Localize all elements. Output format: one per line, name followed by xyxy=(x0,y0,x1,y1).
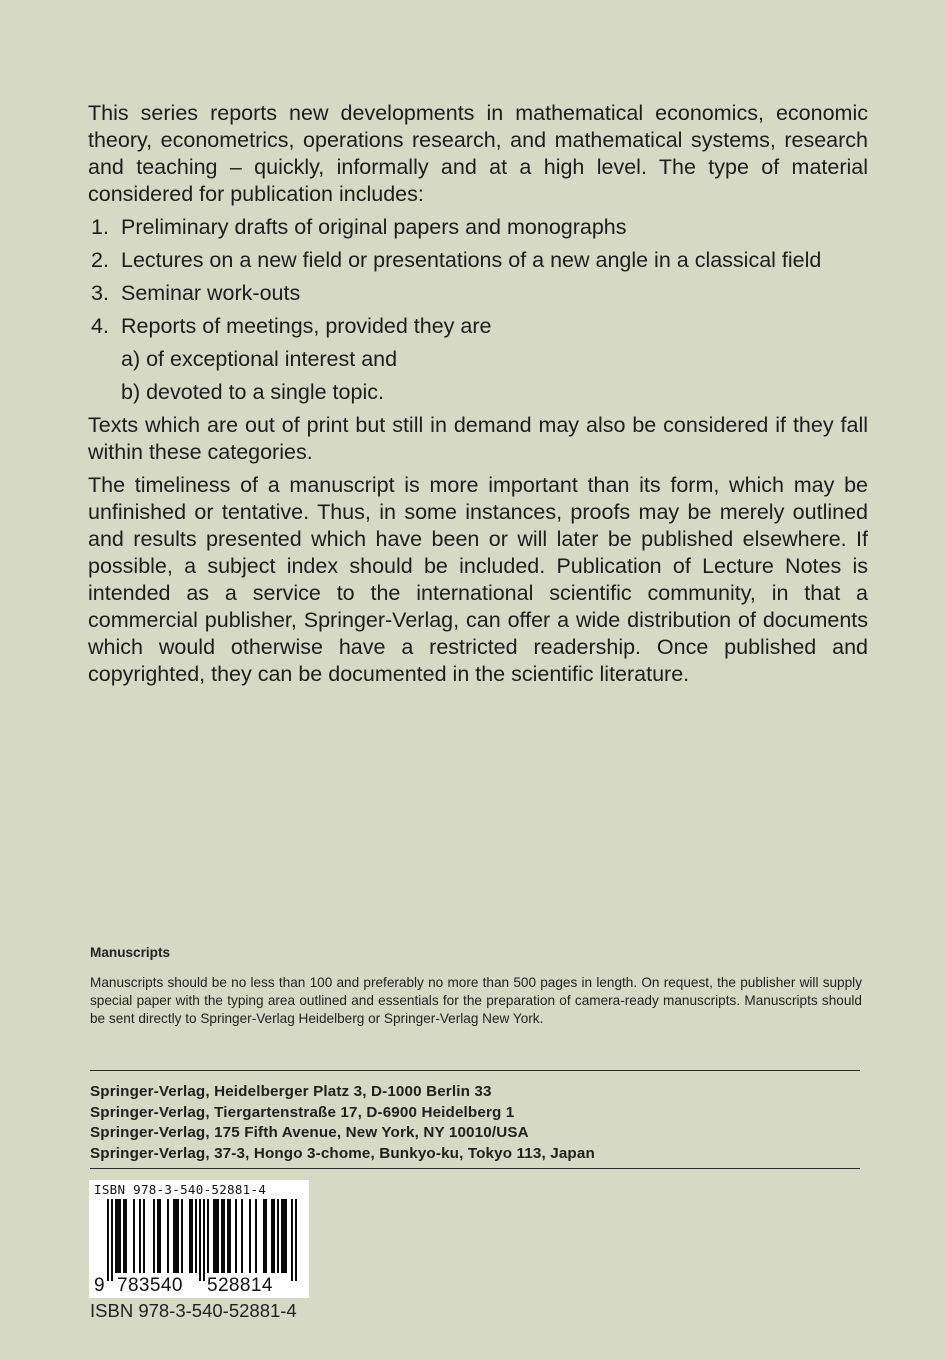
barcode-bar xyxy=(229,1199,231,1273)
barcode-digits-left: 783540 xyxy=(117,1275,183,1296)
list-item-number: 2. xyxy=(91,248,109,272)
barcode-bar xyxy=(217,1199,219,1273)
barcode-bar xyxy=(263,1199,265,1273)
barcode-bar xyxy=(115,1199,117,1273)
list-item-number: 1. xyxy=(91,215,109,239)
list-item-text: Lectures on a new field or presentations of a new angle in a classical field xyxy=(121,248,822,272)
list-item-number: 4. xyxy=(91,314,109,338)
barcode-bar xyxy=(215,1199,217,1273)
barcode-bar xyxy=(159,1199,161,1273)
barcode-bar xyxy=(117,1199,119,1273)
address-tokyo: Springer-Verlag, 37-3, Hongo 3-chome, Bunkyo-ku, Tokyo 113, Japan xyxy=(90,1144,595,1162)
barcode-bar xyxy=(125,1199,127,1273)
barcode-bar xyxy=(167,1199,169,1273)
divider-top xyxy=(90,1070,860,1071)
divider-bottom xyxy=(90,1168,860,1169)
manuscripts-section xyxy=(90,944,862,1028)
barcode-bar xyxy=(175,1199,177,1273)
barcode-bar xyxy=(133,1199,135,1273)
barcode-bar xyxy=(255,1199,257,1273)
barcode-bar xyxy=(177,1199,179,1273)
sub-item-a: a) of exceptional interest and xyxy=(121,347,398,371)
timeliness-paragraph: The timeliness of a manuscript is more important than its form, which may be unfinished or tentative. Thus, in some instances, proofs may be merely outlined and results presented which have been or will later be published elsewhere. If possible, a subject index should be included. Publication of Lecture Notes is intended as a service to the international scientific community, in that a commercial publisher, Springer-Verlag, can offer a wide distribution of documents which would otherwise have a restricted readership. Once published and copyrighted, they can be documented in the scientific literature. xyxy=(88,473,868,686)
publisher-addresses xyxy=(90,1082,860,1164)
barcode-bar xyxy=(241,1199,243,1273)
barcode-bar xyxy=(291,1199,293,1281)
list-item-text: Reports of meetings, provided they are xyxy=(121,314,492,338)
barcode-bar xyxy=(281,1199,283,1273)
manuscripts-text: Manuscripts should be no less than 100 and preferably no more than 500 pages in length. On request, the publisher will supply special paper with the typing area outlined and essentials for the preparation of camera-ready manuscripts. Manuscripts should be sent directly to Springer-Verlag Heidelberg or Springer-Verlag New York. xyxy=(90,975,862,1026)
barcode-bar xyxy=(221,1199,223,1273)
list-item-number: 3. xyxy=(91,281,109,305)
barcode-bar xyxy=(249,1199,251,1273)
list-item xyxy=(88,280,868,307)
barcode-bar xyxy=(173,1199,175,1273)
address-new-york: Springer-Verlag, 175 Fifth Avenue, New York, NY 10010/USA xyxy=(90,1124,529,1141)
barcode-bar xyxy=(235,1199,237,1273)
barcode-bar xyxy=(119,1199,121,1273)
barcode-bar xyxy=(181,1199,183,1273)
barcode-bar xyxy=(123,1199,125,1273)
barcode-bar xyxy=(139,1199,141,1273)
barcode-bar xyxy=(223,1199,225,1273)
series-description xyxy=(88,100,868,694)
barcode-bar xyxy=(199,1199,201,1281)
barcode-bar xyxy=(189,1199,191,1273)
barcode-digits-right: 528814 xyxy=(207,1275,273,1296)
barcode-bar xyxy=(285,1199,287,1273)
manuscripts-heading: Manuscripts xyxy=(90,945,171,960)
barcode-bar xyxy=(195,1199,197,1273)
barcode-bar xyxy=(191,1199,193,1273)
list-item xyxy=(88,313,868,340)
list-item-text: Preliminary drafts of original papers and monographs xyxy=(121,215,627,239)
barcode-bar xyxy=(227,1199,229,1273)
isbn-barcode xyxy=(89,1180,309,1298)
barcode-bars xyxy=(89,1199,309,1281)
barcode-bar xyxy=(265,1199,267,1273)
barcode-bar xyxy=(207,1199,209,1273)
list-item xyxy=(88,214,868,241)
barcode-bar xyxy=(273,1199,275,1273)
barcode-bar xyxy=(283,1199,285,1273)
out-of-print-paragraph: Texts which are out of print but still in demand may also be considered if they fall within these categories. xyxy=(88,413,868,464)
address-heidelberg: Springer-Verlag, Tiergartenstraße 17, D-6900 Heidelberg 1 xyxy=(90,1103,515,1121)
address-berlin: Springer-Verlag, Heidelberger Platz 3, D-1000 Berlin 33 xyxy=(90,1083,492,1100)
material-list xyxy=(88,214,868,340)
barcode-bar xyxy=(271,1199,273,1273)
barcode-bar xyxy=(277,1199,279,1273)
barcode-bar xyxy=(143,1199,145,1273)
isbn-text: ISBN 978-3-540-52881-4 xyxy=(90,1300,297,1321)
list-item xyxy=(88,247,868,274)
barcode-isbn-label: ISBN 978-3-540-52881-4 xyxy=(94,1182,267,1197)
sub-item-b: b) devoted to a single topic. xyxy=(121,380,384,404)
barcode-digit-first: 9 xyxy=(94,1275,105,1296)
barcode-bar xyxy=(213,1199,215,1273)
barcode-bar xyxy=(153,1199,155,1273)
barcode-bar xyxy=(111,1199,113,1281)
barcode-bar xyxy=(295,1199,297,1281)
barcode-bar xyxy=(157,1199,159,1273)
barcode-bar xyxy=(107,1199,109,1281)
list-item-text: Seminar work-outs xyxy=(121,281,301,305)
intro-paragraph: This series reports new developments in mathematical economics, economic theory, econometrics, operations research, and mathematical systems, research and teaching – quickly, informally and at a high level. The type of material considered for publication includes: xyxy=(88,101,868,206)
barcode-bar xyxy=(203,1199,205,1281)
